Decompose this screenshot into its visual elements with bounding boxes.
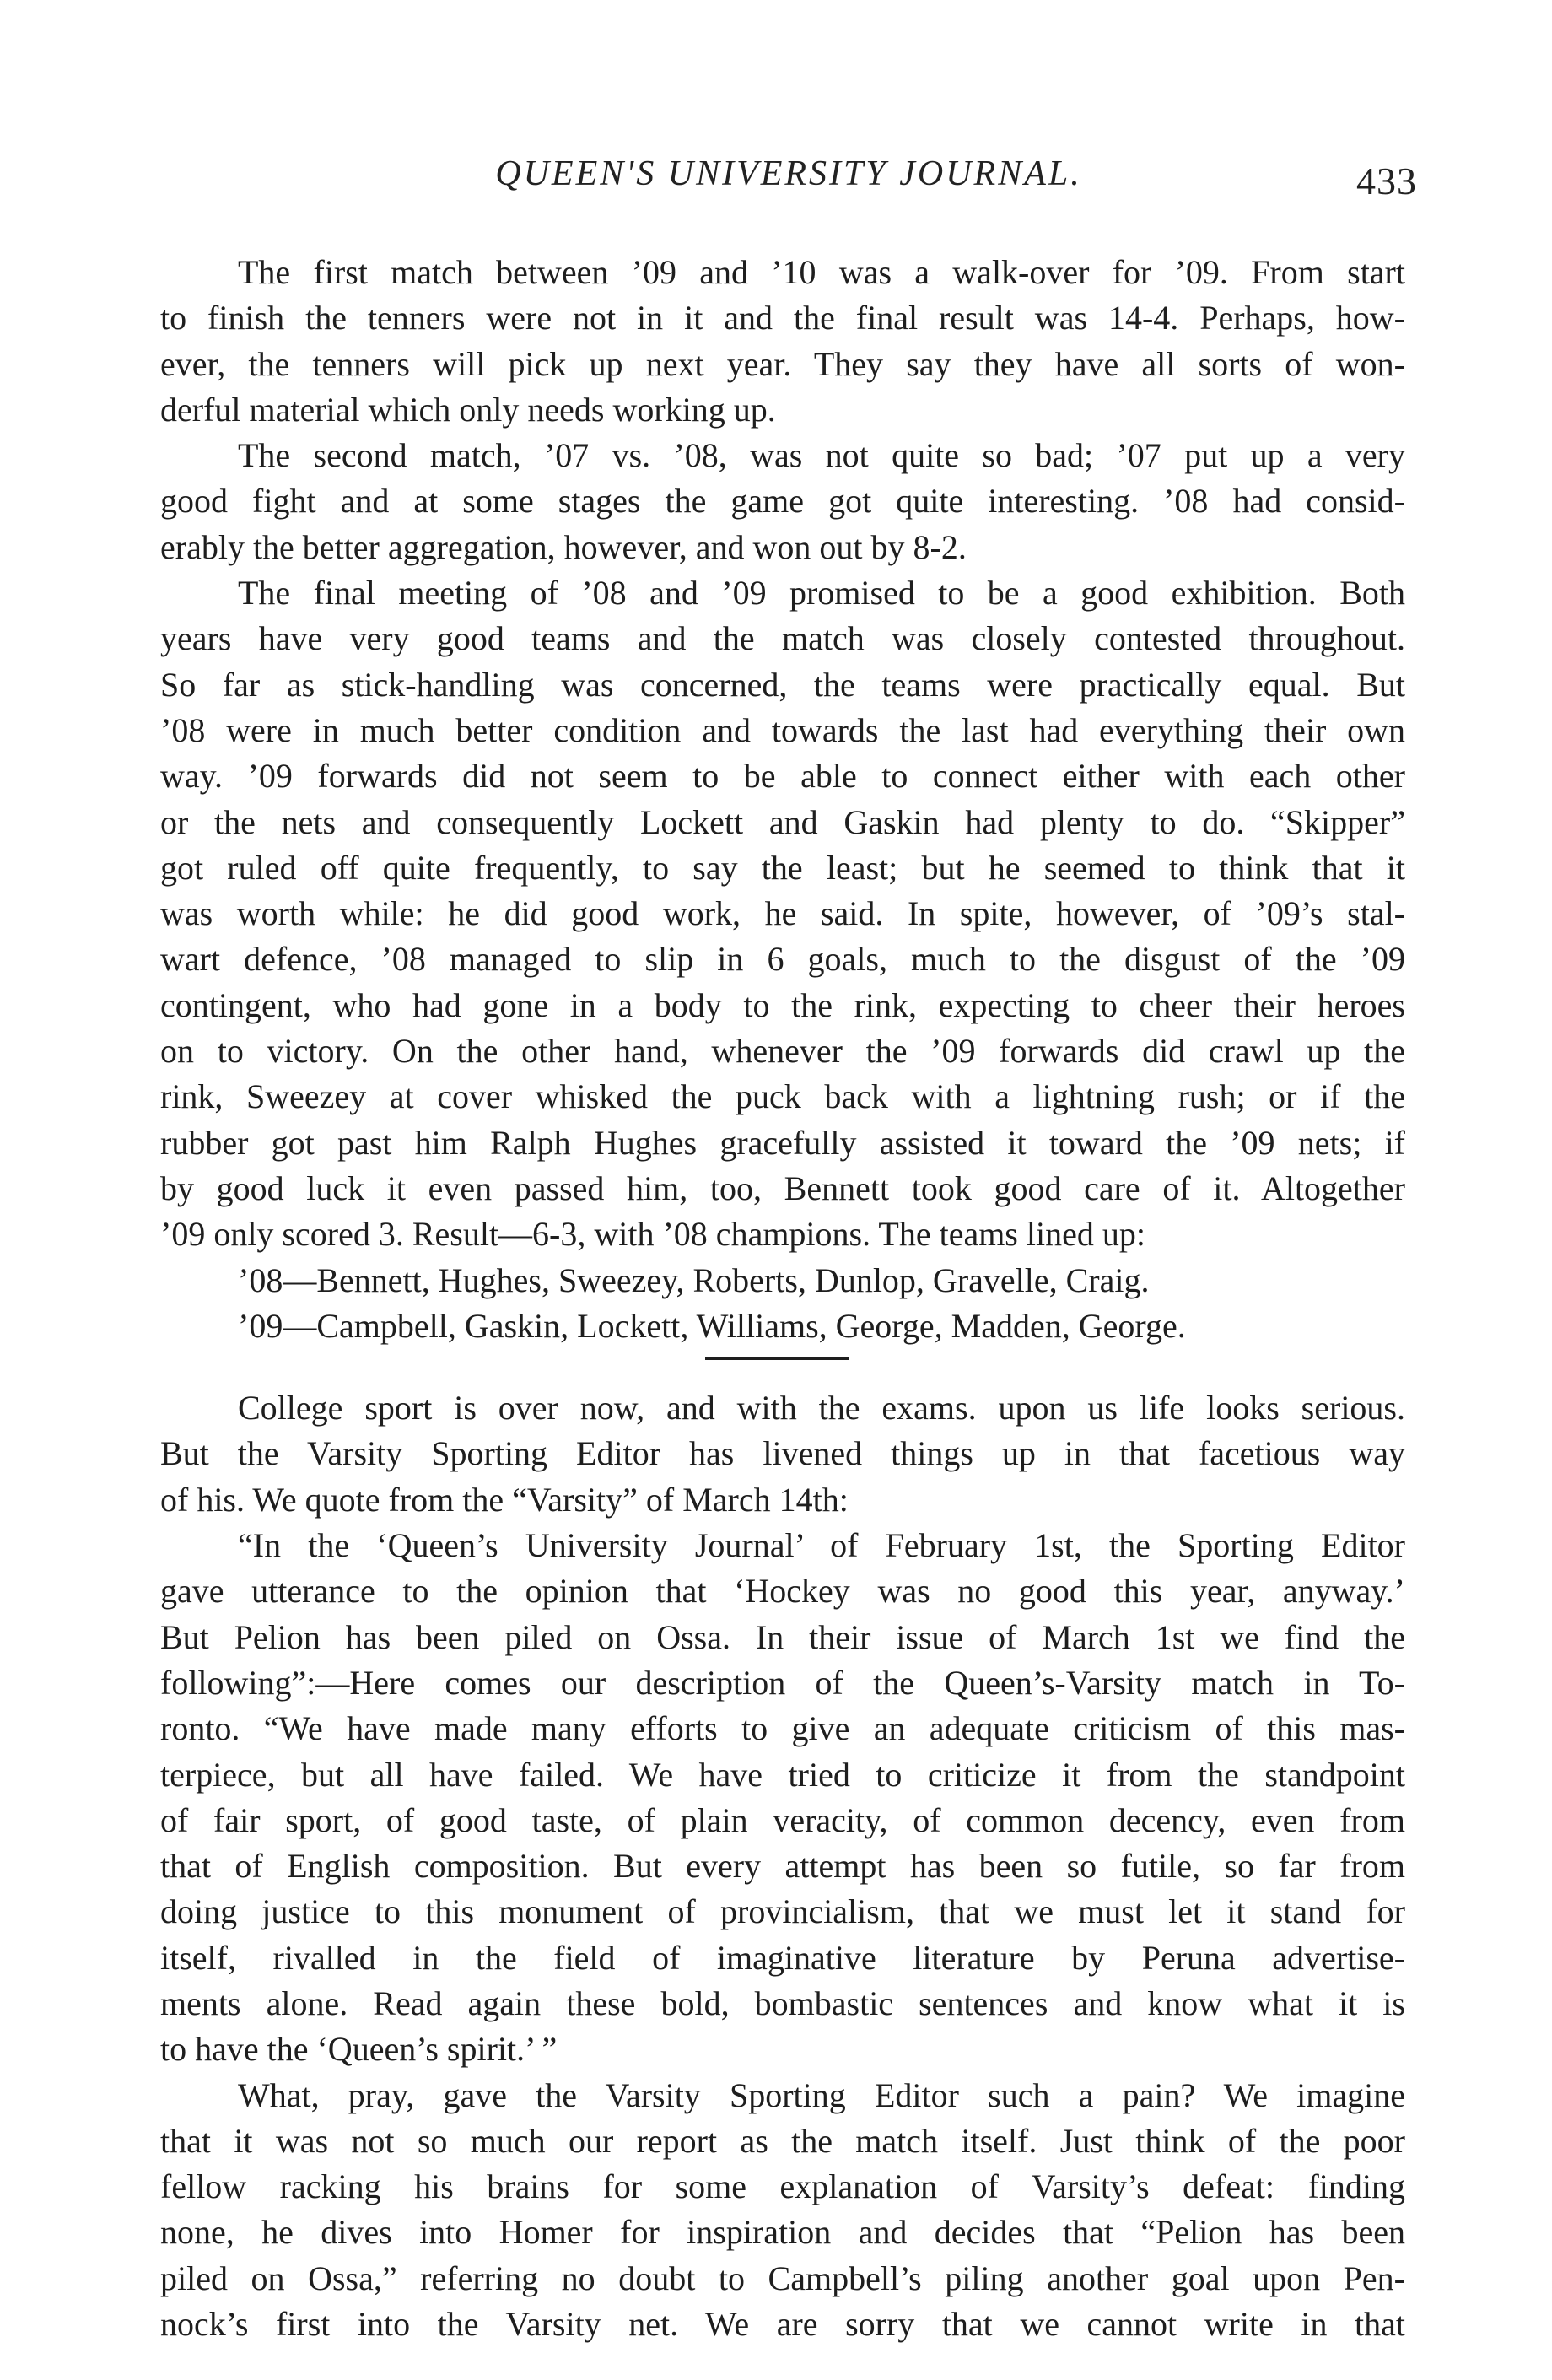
article-varsity-editor: [160, 1385, 1405, 2347]
lineup-line-09: ’09—Campbell, Gaskin, Lockett, Williams, George, Madden, George.: [238, 1306, 1186, 1345]
running-head: [160, 154, 1417, 204]
text-line: wart defence, ’08 managed to slip in 6 goals, much to the disgust of the ’09: [160, 940, 1405, 979]
text-line: What, pray, gave the Varsity Sporting Editor such a pain? We imagine: [238, 2075, 1405, 2114]
text-line: So far as stick-handling was concerned, the teams were practically equal. But: [160, 665, 1405, 704]
text-line: itself, rivalled in the field of imaginative literature by Peruna advertise-: [160, 1938, 1405, 1977]
text-line: ’08 were in much better condition and towards the last had everything their own: [160, 710, 1405, 749]
section-divider: [705, 1357, 849, 1360]
text-line: rink, Sweezey at cover whisked the puck back with a lightning rush; or if the: [160, 1077, 1405, 1116]
text-line: ronto. “We have made many efforts to give an adequate criticism of this mas-: [160, 1709, 1405, 1748]
text-line: piled on Ossa,” referring no doubt to Campbell’s piling another goal upon Pen-: [160, 2259, 1405, 2297]
text-line: The final meeting of ’08 and ’09 promised to be a good exhibition. Both: [238, 574, 1405, 613]
text-line: gave utterance to the opinion that ‘Hockey was no good this year, anyway.’: [160, 1572, 1405, 1611]
text-line: “In the ‘Queen’s University Journal’ of February 1st, the Sporting Editor: [238, 1526, 1405, 1565]
text-line: doing justice to this monument of provincialism, that we must let it stand for: [160, 1892, 1405, 1931]
text-line: following”:—Here comes our description of the Queen’s-Varsity match in To-: [160, 1663, 1405, 1702]
text-line: terpiece, but all have failed. We have tried to criticize it from the standpoint: [160, 1755, 1405, 1794]
text-line: ments alone. Read again these bold, bombastic sentences and know what it is: [160, 1983, 1405, 2022]
text-line: way. ’09 forwards did not seem to be able to connect either with each other: [160, 757, 1405, 796]
text-line: fellow racking his brains for some explanation of Varsity’s defeat: finding: [160, 2167, 1405, 2206]
page-number: 433: [1356, 159, 1417, 202]
text-line: to finish the tenners were not in it and the final result was 14-4. Perhaps, how-: [160, 299, 1405, 337]
text-line: But the Varsity Sporting Editor has livened things up in that facetious way: [160, 1434, 1405, 1473]
running-title: QUEEN'S UNIVERSITY JOURNAL.: [495, 154, 1082, 193]
text-line: years have very good teams and the match was closely contested throughout.: [160, 619, 1405, 658]
text-line: College sport is over now, and with the exams. upon us life looks serious.: [238, 1389, 1405, 1427]
text-line: derful material which only needs working up.: [160, 390, 776, 429]
text-line: that it was not so much our report as the match itself. Just think of the poor: [160, 2121, 1405, 2160]
text-line: rubber got past him Ralph Hughes gracefully assisted it toward the ’09 nets; if: [160, 1123, 1405, 1162]
article-year-hockey: [160, 250, 1405, 1349]
text-line: nock’s first into the Varsity net. We are sorry that we cannot write in that: [160, 2305, 1405, 2344]
text-line: erably the better aggregation, however, and won out by 8-2.: [160, 527, 967, 566]
text-line: to have the ‘Queen’s spirit.’ ”: [160, 2030, 558, 2069]
text-line: of his. We quote from the “Varsity” of March 14th:: [160, 1480, 849, 1519]
text-line: good fight and at some stages the game got quite interesting. ’08 had consid-: [160, 482, 1405, 521]
text-line: The first match between ’09 and ’10 was a walk-over for ’09. From start: [238, 253, 1405, 291]
text-line: got ruled off quite frequently, to say the least; but he seemed to think that it: [160, 848, 1405, 887]
text-line: none, he dives into Homer for inspiration and decides that “Pelion has been: [160, 2213, 1405, 2252]
text-line: contingent, who had gone in a body to the rink, expecting to cheer their heroes: [160, 985, 1405, 1024]
text-line: The second match, ’07 vs. ’08, was not quite so bad; ’07 put up a very: [238, 436, 1405, 475]
text-line: of fair sport, of good taste, of plain veracity, of common decency, even from: [160, 1800, 1405, 1839]
text-line: that of English composition. But every attempt has been so futile, so far from: [160, 1847, 1405, 1886]
text-line: ever, the tenners will pick up next year. They say they have all sorts of won-: [160, 344, 1405, 383]
body-text: [160, 250, 1405, 2347]
lineup-line-08: ’08—Bennett, Hughes, Sweezey, Roberts, Dunlop, Gravelle, Craig.: [238, 1260, 1150, 1299]
text-line: on to victory. On the other hand, whenever the ’09 forwards did crawl up the: [160, 1032, 1405, 1071]
text-line: But Pelion has been piled on Ossa. In their issue of March 1st we find the: [160, 1617, 1405, 1656]
text-line: by good luck it even passed him, too, Bennett took good care of it. Altogether: [160, 1168, 1405, 1207]
text-line: ’09 only scored 3. Result—6-3, with ’08 champions. The teams lined up:: [160, 1215, 1145, 1254]
text-line: was worth while: he did good work, he said. In spite, however, of ’09’s stal-: [160, 894, 1405, 933]
text-line: or the nets and consequently Lockett and Gaskin had plenty to do. “Skipper”: [160, 802, 1405, 841]
